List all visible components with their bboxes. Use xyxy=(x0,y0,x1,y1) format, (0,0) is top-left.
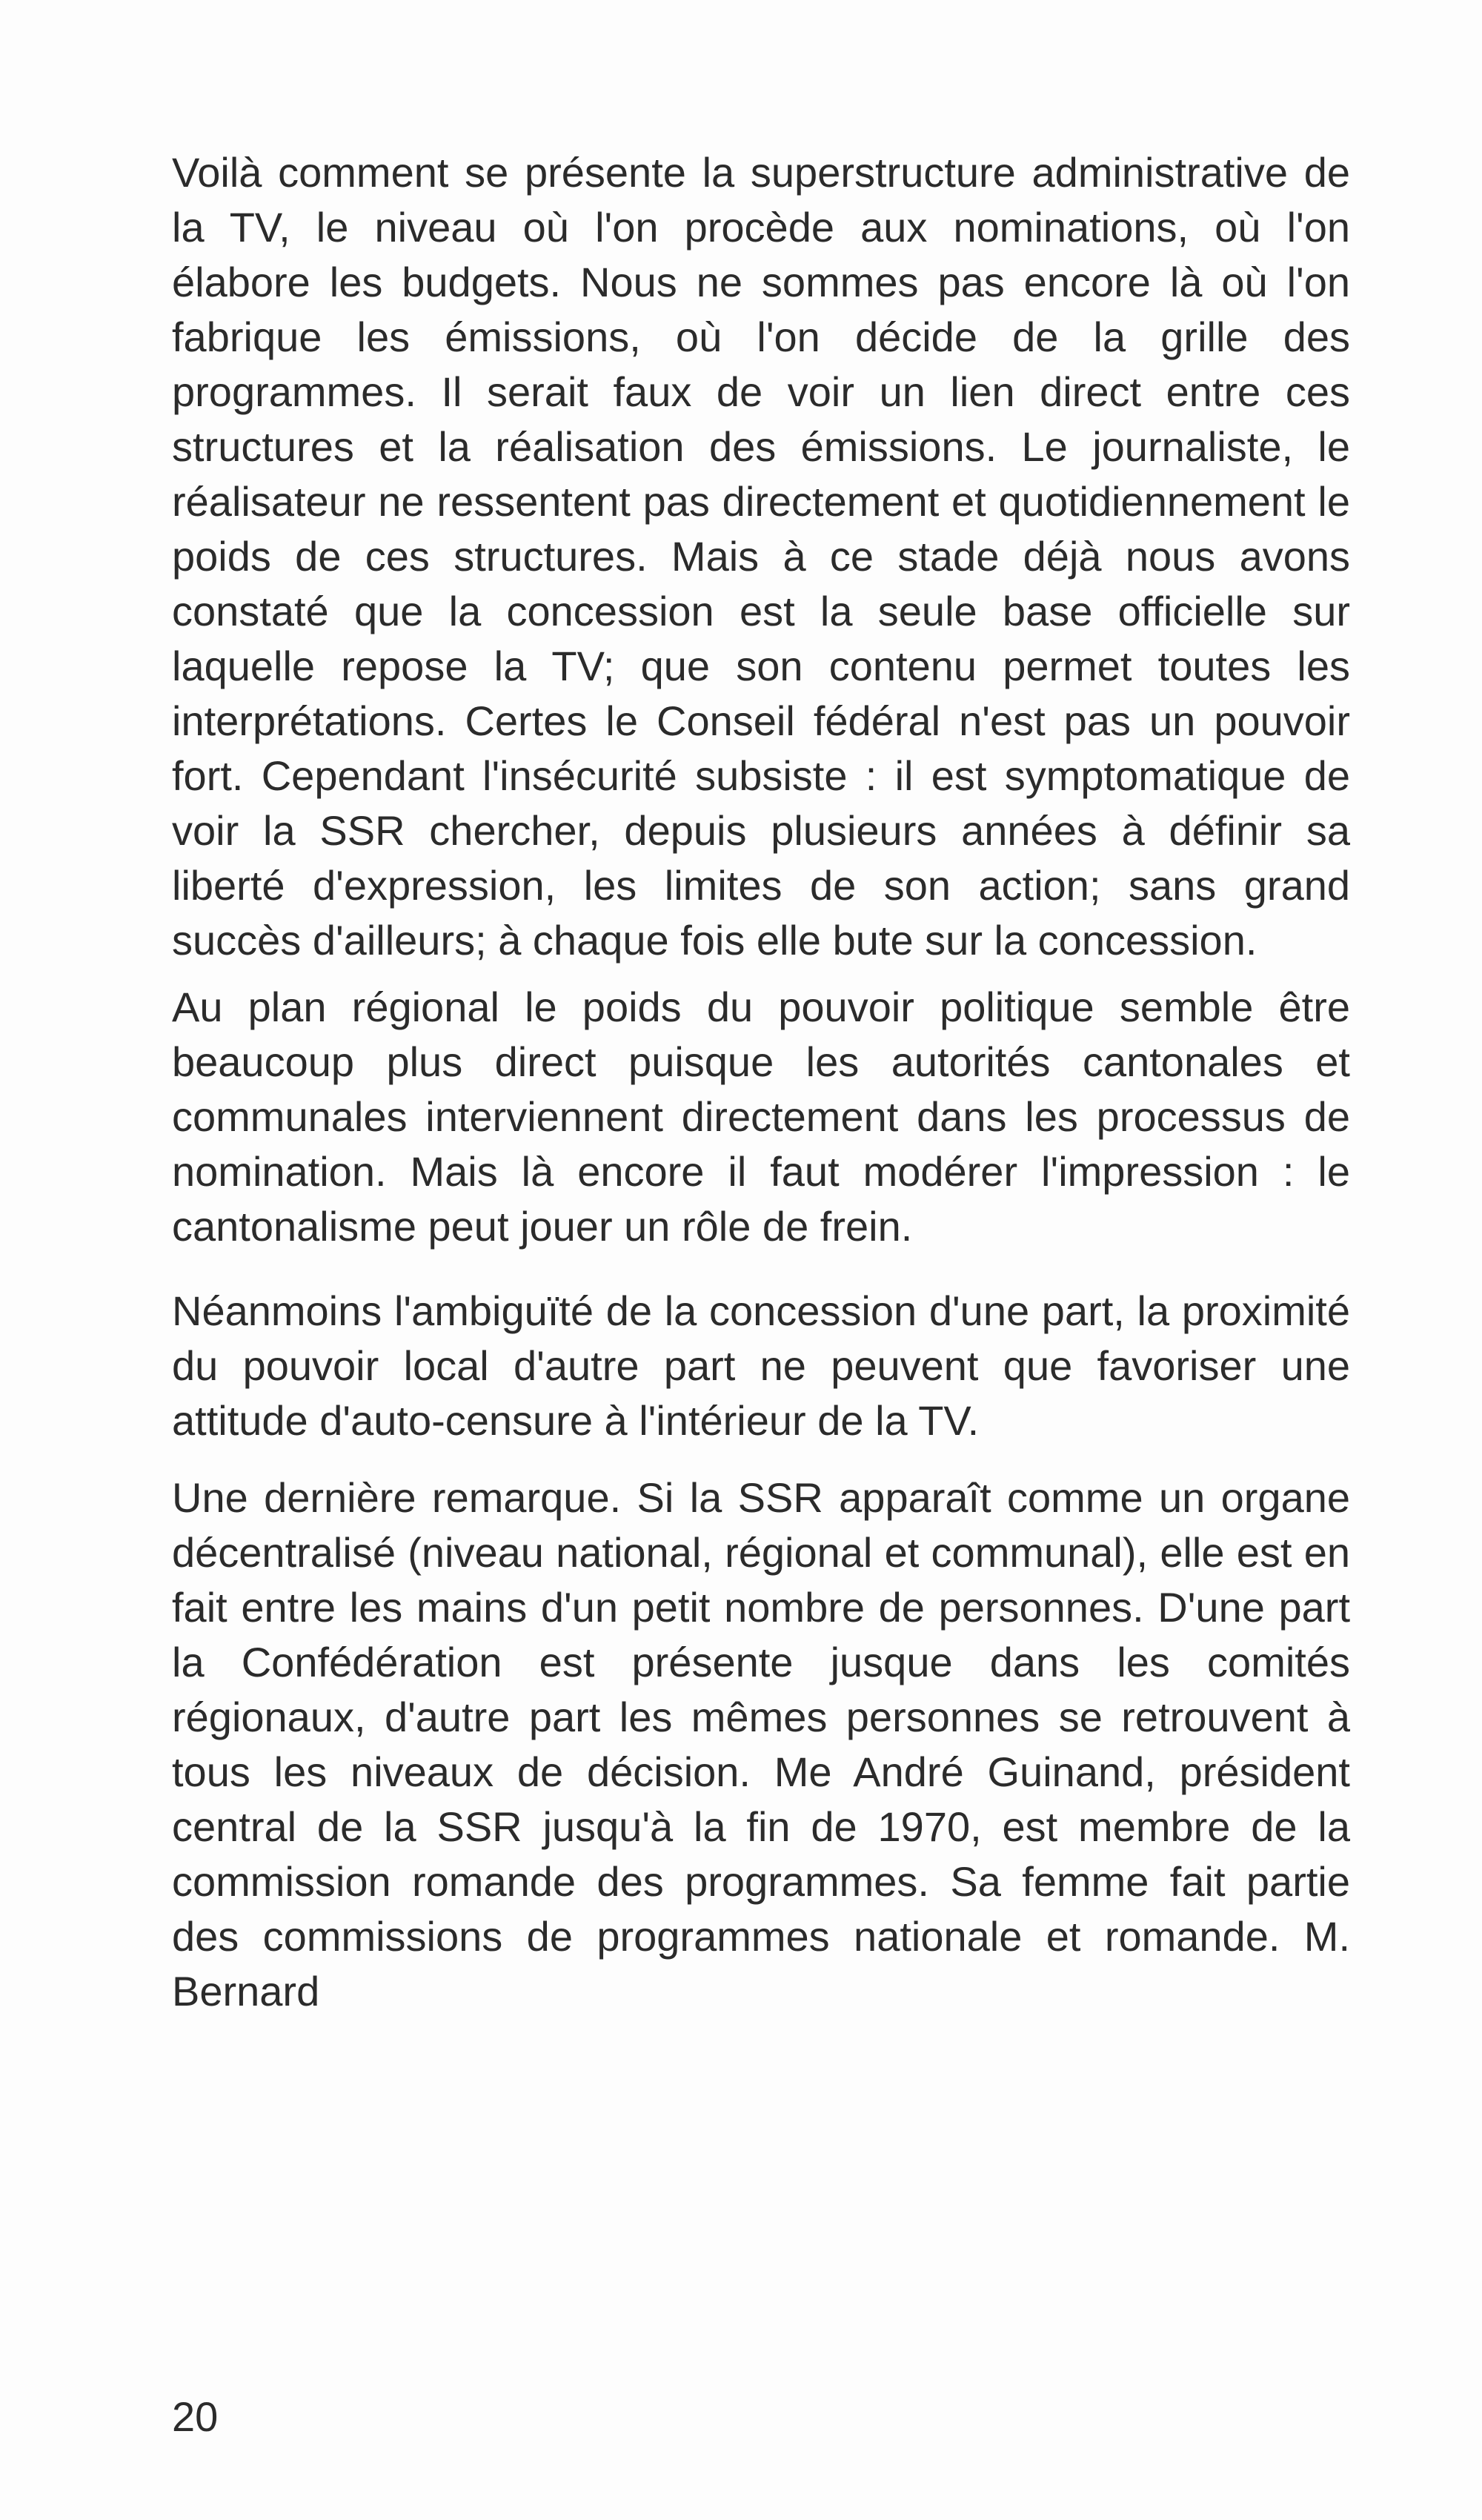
paragraph-4: Une dernière remarque. Si la SSR apparaît comme un organe décentralisé (niveau national, régional et communal), elle est en fait entre les mains d'un petit nombre de personnes. D'une part la Confédération est présente jusque dans les comités régionaux, d'autre part les mêmes personnes se retrouvent à tous les niveaux de décision. Me André Guinand, président central de la SSR jusqu'à la fin de 1970, est membre de la commission romande des programmes. Sa femme fait partie des commissions de programmes nationale et romande. M. Bernard xyxy=(172,1474,1350,2015)
paragraph-3: Néanmoins l'ambiguïté de la concession d'une part, la proximité du pouvoir local d'autre part ne peuvent que favoriser une attitude d'auto-censure à l'intérieur de la TV. xyxy=(172,1287,1350,1444)
body-text xyxy=(172,145,1350,2041)
paragraph-1: Voilà comment se présente la superstructure administrative de la TV, le niveau où l'on procède aux nominations, où l'on élabore les budgets. Nous ne sommes pas encore là où l'on fabrique les émissions, où l'on décide de la grille des programmes. Il serait faux de voir un lien direct entre ces structures et la réalisation des émissions. Le journaliste, le réalisateur ne ressentent pas directement et quotidiennement le poids de ces structures. Mais à ce stade déjà nous avons constaté que la concession est la seule base officielle sur laquelle repose la TV; que son contenu permet toutes les interprétations. Certes le Conseil fédéral n'est pas un pouvoir fort. Cependant l'insécurité subsiste : il est symptomatique de voir la SSR chercher, depuis plusieurs années à définir sa liberté d'expression, les limites de son action; sans grand succès d'ailleurs; à chaque fois elle bute sur la concession. xyxy=(172,149,1350,964)
paragraph-2: Au plan régional le poids du pouvoir politique semble être beaucoup plus direct puisque les autorités cantonales et communales interviennent directement dans les processus de nomination. Mais là encore il faut modérer l'impression : le cantonalisme peut jouer un rôle de frein. xyxy=(172,984,1350,1250)
page-number: 20 xyxy=(172,2393,219,2440)
